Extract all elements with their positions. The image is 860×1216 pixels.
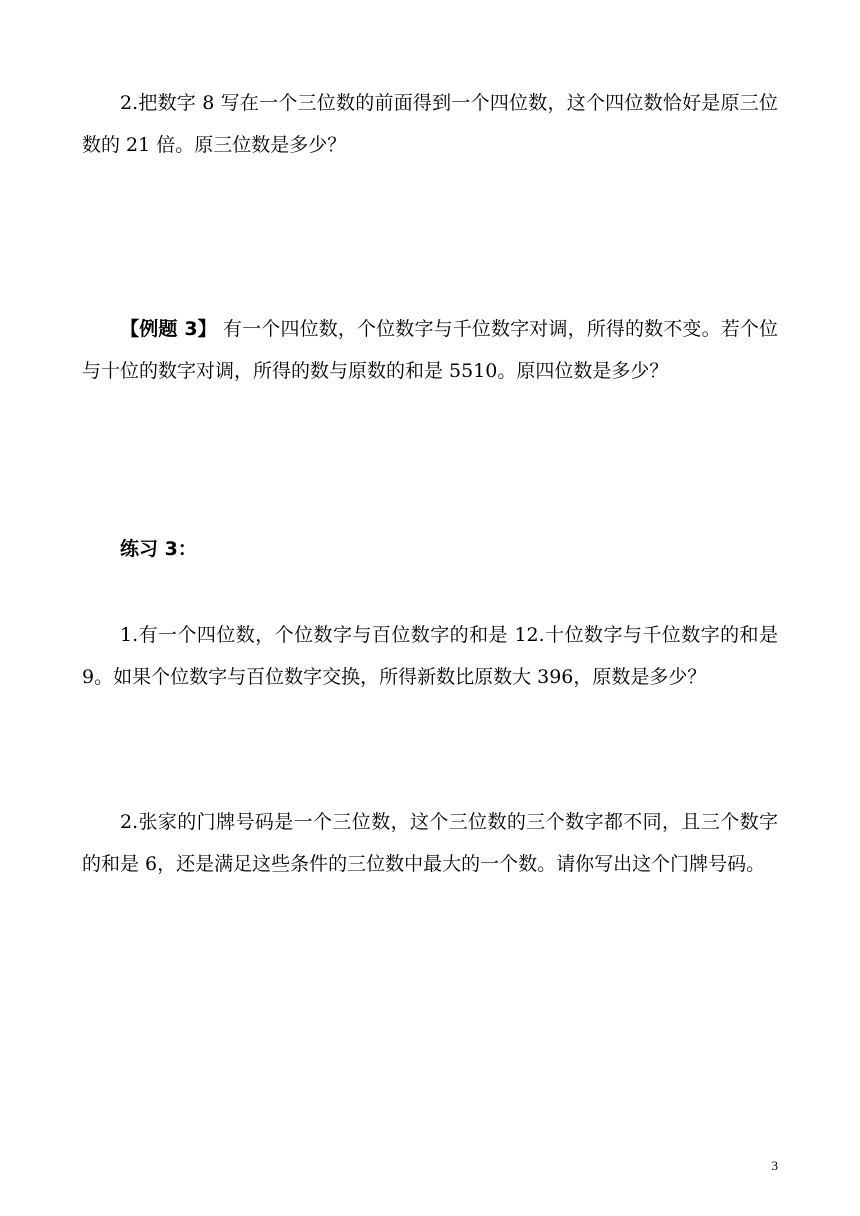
question-2-text: 2.把数字 8 写在一个三位数的前面得到一个四位数，这个四位数恰好是原三位数的 21 倍。原三位数是多少？ (82, 92, 778, 156)
page-number: 3 (771, 1158, 778, 1173)
example-3 (82, 308, 778, 392)
exercise-3-heading: 练习 3： (120, 538, 197, 560)
exercise-3-item-2-text: 2.张家的门牌号码是一个三位数，这个三位数的三个数字都不同，且三个数字的和是 6，还是满足这些条件的三位数中最大的一个数。请你写出这个门牌号码。 (82, 811, 778, 875)
example-3-text: 有一个四位数，个位数字与千位数字对调，所得的数不变。若个位与十位的数字对调，所得的数与原数的和是 5510。原四位数是多少？ (82, 318, 779, 382)
example-3-label: 【例题 3】 (120, 318, 217, 340)
exercise-3-item-1-text: 1.有一个四位数，个位数字与百位数字的和是 12.十位数字与千位数字的和是 9。如果个位数字与百位数字交换，所得新数比原数大 396，原数是多少？ (82, 624, 778, 688)
exercise-3-item-2 (82, 801, 778, 885)
exercise-3-item-1 (82, 614, 778, 698)
question-2 (82, 82, 778, 166)
